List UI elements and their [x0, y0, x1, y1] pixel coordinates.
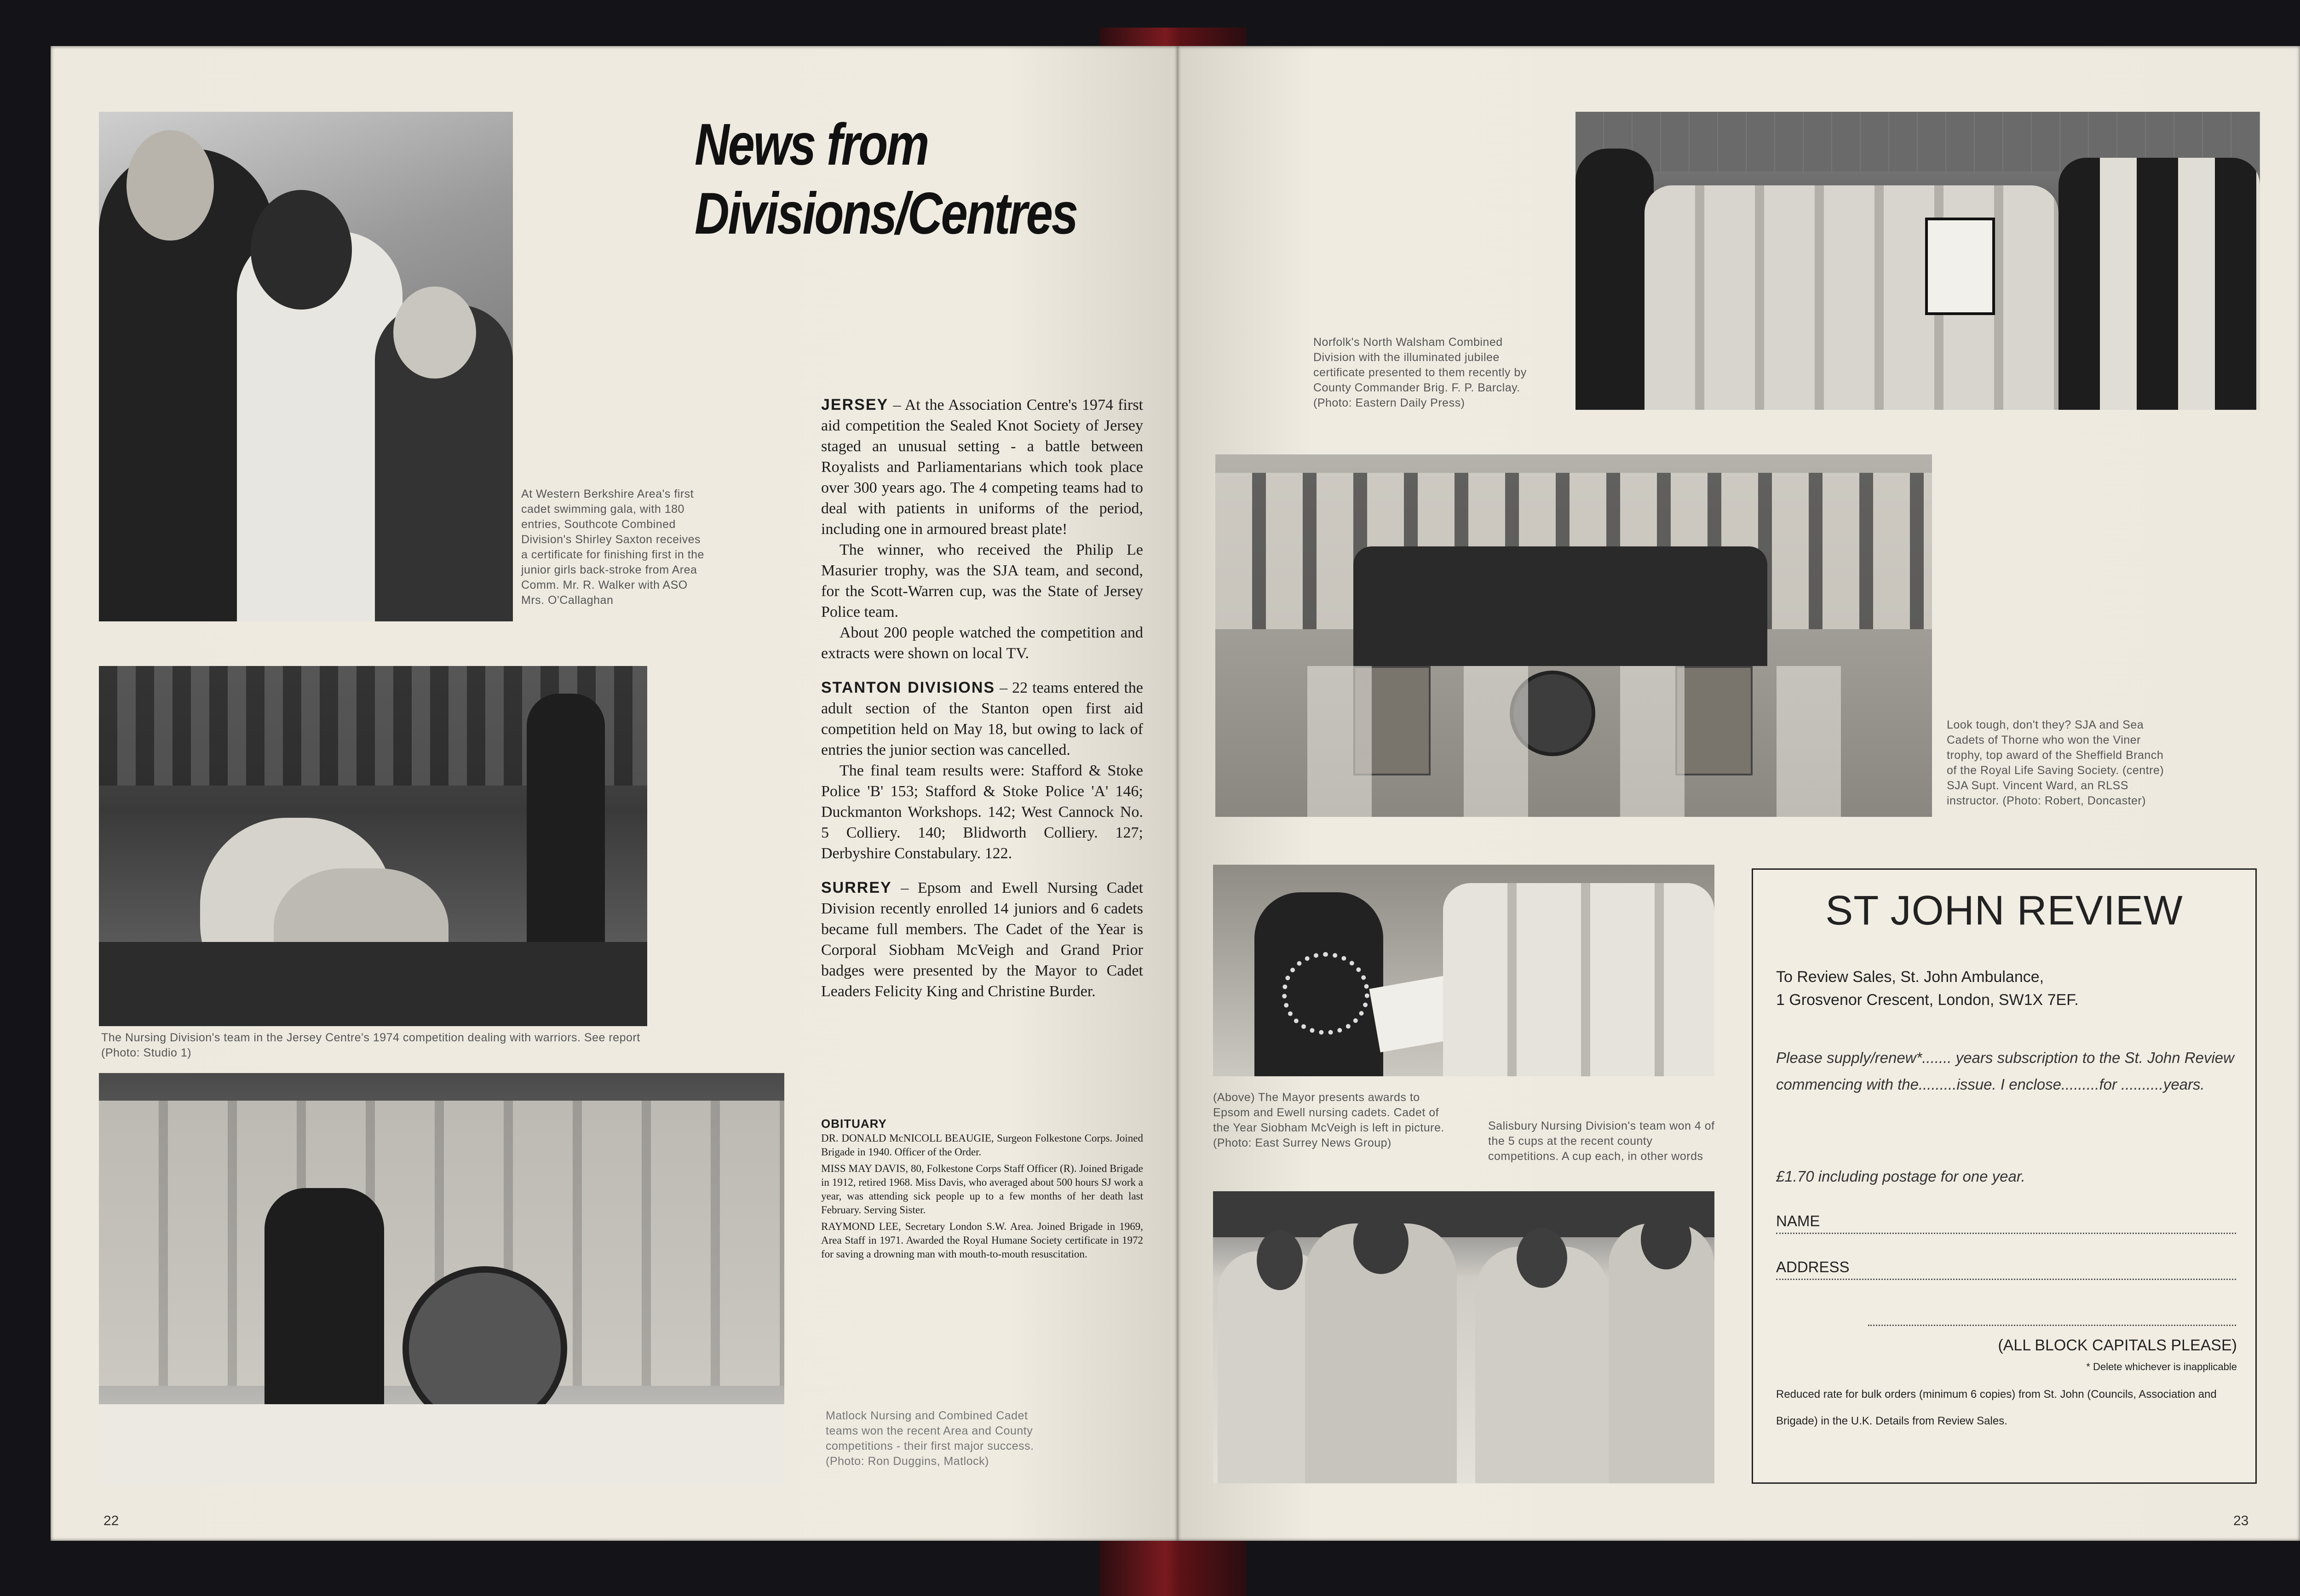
- photo-thorne-cadets: [1215, 454, 1932, 817]
- caption-mayor: (Above) The Mayor presents awards to Epsom and Ewell nursing cadets. Cadet of the Year Siobham McVeigh is left in picture. (Photo: East Surrey News Group): [1213, 1091, 1444, 1149]
- form-bulk-rate: Reduced rate for bulk orders (minimum 6 copies) from St. John (Councils, Association and Brigade) in the U.K. Details from Review Sales.: [1776, 1388, 2217, 1427]
- obituary-entry-1: DR. DONALD McNICOLL BEAUGIE, Surgeon Folkestone Corps. Joined Brigade in 1940. Officer of the Order.: [821, 1132, 1143, 1158]
- form-address-label: ADDRESS: [1776, 1258, 1850, 1275]
- jersey-text-1: – At the Association Centre's 1974 first aid competition the Sealed Knot Society of Jersey staged an unusual setting - a battle between Royalists and Parliamentarians which took place over 300 years ago. The 4 competing teams had to deal with patients in uniforms of the period, including one in armoured breast plate!: [821, 396, 1144, 538]
- form-address-line-1: To Review Sales, St. John Ambulance,: [1776, 968, 2044, 986]
- caption-nursing-team: The Nursing Division's team in the Jersey Centre's 1974 competition dealing with warriors. See report (Photo: Studio 1): [101, 1031, 640, 1059]
- photo-nursing-team: [99, 666, 647, 1026]
- form-address-field[interactable]: [1776, 1258, 2236, 1280]
- article-body: [821, 395, 1143, 1002]
- subscription-form: [1752, 868, 2257, 1484]
- page-number-right: 23: [2233, 1513, 2249, 1528]
- surrey-text-1: – Epsom and Ewell Nursing Cadet Division recently enrolled 14 juniors and 6 cadets became full members. The Cadet of the Year is Corporal Siobham McVeigh and Grand Prior badges were presented by the Mayor to Cadet Leaders Felicity King and Christine Burder.: [821, 879, 1144, 1000]
- jersey-kicker: JERSEY: [821, 396, 889, 413]
- form-capitals-note: (ALL BLOCK CAPITALS PLEASE): [1998, 1337, 2237, 1354]
- photo-mayor-awards: [1213, 865, 1714, 1076]
- stanton-para-1: [821, 677, 1143, 760]
- form-address-field-2[interactable]: [1868, 1304, 2236, 1326]
- jersey-para-1: [821, 395, 1143, 540]
- form-subscription-text: Please supply/renew*....... years subscription to the St. John Review commencing with the.........issue. I enclose.........for ..........years.: [1776, 1049, 2234, 1093]
- obituary-entry-2: MISS MAY DAVIS, 80, Folkestone Corps Staff Officer (R). Joined Brigade in 1912, retired 1968. Miss Davis, who averaged about 500 hours SJ work a year, was attending sick people up to a few months of her death last February. Serving Sister.: [821, 1163, 1143, 1216]
- caption-thorne: Look tough, don't they? SJA and Sea Cadets of Thorne who won the Viner trophy, top award of the Sheffield Branch of the Royal Life Saving Society. (centre) SJA Supt. Vincent Ward, an RLSS instructor. (Photo: Robert, Doncaster): [1947, 718, 2164, 807]
- photo-swimming-gala: [99, 112, 513, 621]
- caption-swimming-gala: At Western Berkshire Area's first cadet swimming gala, with 180 entries, Southcote Combined Division's Shirley Saxton receives a certificate for finishing first in the junior girls back-stroke from Area Comm. Mr. R. Walker with ASO Mrs. O'Callaghan: [521, 488, 704, 607]
- stanton-text-1: – 22 teams entered the adult section of the Stanton open first aid competition held on May 18, but owing to lack of entries the junior section was cancelled.: [821, 679, 1144, 758]
- form-address: [1776, 965, 2079, 1011]
- caption-norfolk: Norfolk's North Walsham Combined Division with the illuminated jubilee certificate presented to them recently by County Commander Brig. F. P. Barclay. (Photo: Eastern Daily Press): [1313, 336, 1527, 409]
- stanton-kicker: STANTON DIVISIONS: [821, 679, 995, 696]
- photo-matlock-teams: [99, 1073, 784, 1486]
- jersey-para-3: About 200 people watched the competition and extracts were shown on local TV.: [821, 624, 1143, 662]
- jersey-para-2: The winner, who received the Philip Le Masurier trophy, was the SJA team, and second, for the Scott-Warren cup, was the State of Jersey Police team.: [821, 541, 1143, 620]
- form-delete-note: * Delete whichever is inapplicable: [2086, 1361, 2237, 1372]
- obituary-section: [821, 1117, 1143, 1264]
- obituary-entry-3: RAYMOND LEE, Secretary London S.W. Area. Joined Brigade in 1969, Area Staff in 1971. Awarded the Royal Humane Society certificate in 1972 for saving a drowning man with mouth-to-mouth resuscitation.: [821, 1221, 1143, 1260]
- stanton-para-2: The final team results were: Stafford & Stoke Police 'B' 153; Stafford & Stoke Police 'A' 146; Duckmanton Workshops. 142; West Cannock No. 5 Colliery. 140; Blidworth Colliery. 127; Derbyshire Constabulary. 122.: [821, 762, 1143, 862]
- form-name-label: NAME: [1776, 1212, 1820, 1229]
- form-address-line-2: 1 Grosvenor Crescent, London, SW1X 7EF.: [1776, 991, 2079, 1009]
- form-price: £1.70 including postage for one year.: [1776, 1168, 2025, 1185]
- caption-matlock: Matlock Nursing and Combined Cadet teams won the recent Area and County competitions - their first major success. (Photo: Ron Duggins, Matlock): [826, 1409, 1034, 1468]
- form-title: ST JOHN REVIEW: [1825, 888, 2183, 934]
- obituary-heading: OBITUARY: [821, 1117, 887, 1131]
- surrey-para-1: [821, 878, 1143, 1002]
- photo-salisbury-division: [1213, 1191, 1714, 1483]
- page-number-left: 22: [104, 1513, 119, 1528]
- headline-line-1: News from: [695, 112, 928, 178]
- caption-salisbury: Salisbury Nursing Division's team won 4 of the 5 cups at the recent county competitions. A cup each, in other words: [1488, 1119, 1715, 1163]
- form-name-field[interactable]: [1776, 1212, 2236, 1234]
- headline-line-2: Divisions/Centres: [695, 181, 1077, 247]
- page-headline: [695, 110, 1077, 248]
- surrey-kicker: SURREY: [821, 879, 892, 896]
- photo-norfolk-division: [1576, 112, 2260, 410]
